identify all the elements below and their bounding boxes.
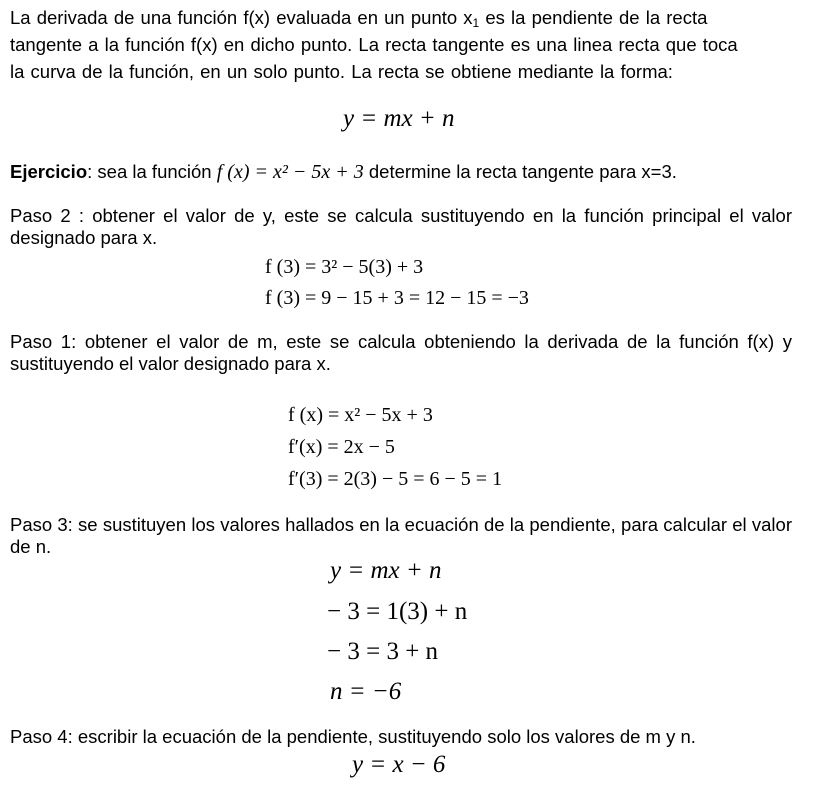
paso3-eq-3: − 3 = 3 + n [327, 638, 439, 665]
paso2-eq-1: f (3) = 3² − 5(3) + 3 [265, 256, 424, 278]
paso3-eq-4: n = −6 [330, 678, 402, 705]
paso1-eq-2: f′(x) = 2x − 5 [288, 436, 395, 458]
paso3-eq-1: y = mx + n [330, 557, 442, 584]
paso2-text: Paso 2 : obtener el valor de y, este se calcula sustituyendo en la función principal el valor designado para x. [10, 205, 792, 248]
paso3-eq-2: − 3 = 1(3) + n [327, 598, 468, 625]
intro-line-3: la curva de la función, en un solo punto. La recta se obtiene mediante la forma: [10, 61, 673, 82]
paso1-eq-3: f′(3) = 2(3) − 5 = 6 − 5 = 1 [288, 468, 503, 490]
exercise-label: Ejercicio [10, 161, 88, 182]
paso4-eq: y = x − 6 [352, 751, 446, 778]
paso2-eq-2: f (3) = 9 − 15 + 3 = 12 − 15 = −3 [265, 287, 529, 309]
paso1-eq-1: f (x) = x² − 5x + 3 [288, 404, 433, 426]
intro-line-1: La derivada de una función f(x) evaluada en un punto $x_1$ es la pendiente de la recta [10, 7, 708, 30]
intro-paragraph [10, 4, 792, 85]
paso4-text: Paso 4: escribir la ecuación de la pendiente, sustituyendo solo los valores de m y n. [10, 726, 696, 747]
exercise-function: f (x) = x² − 5x + 3 [216, 161, 364, 183]
paso3-text: Paso 3: se sustituyen los valores hallados en la ecuación de la pendiente, para calcular el valor de n. [10, 514, 792, 557]
main-formula: y = mx + n [343, 105, 455, 132]
intro-line-2: tangente a la función f(x) en dicho punto. La recta tangente es una linea recta que toca [10, 34, 738, 55]
paso1-text: Paso 1: obtener el valor de m, este se calcula obteniendo la derivada de la función f(x) y sustituyendo el valor designado para x. [10, 331, 792, 374]
exercise-statement: Ejercicio: sea la función f (x) = x² − 5x + 3 determine la recta tangente para x=3. [10, 161, 677, 183]
